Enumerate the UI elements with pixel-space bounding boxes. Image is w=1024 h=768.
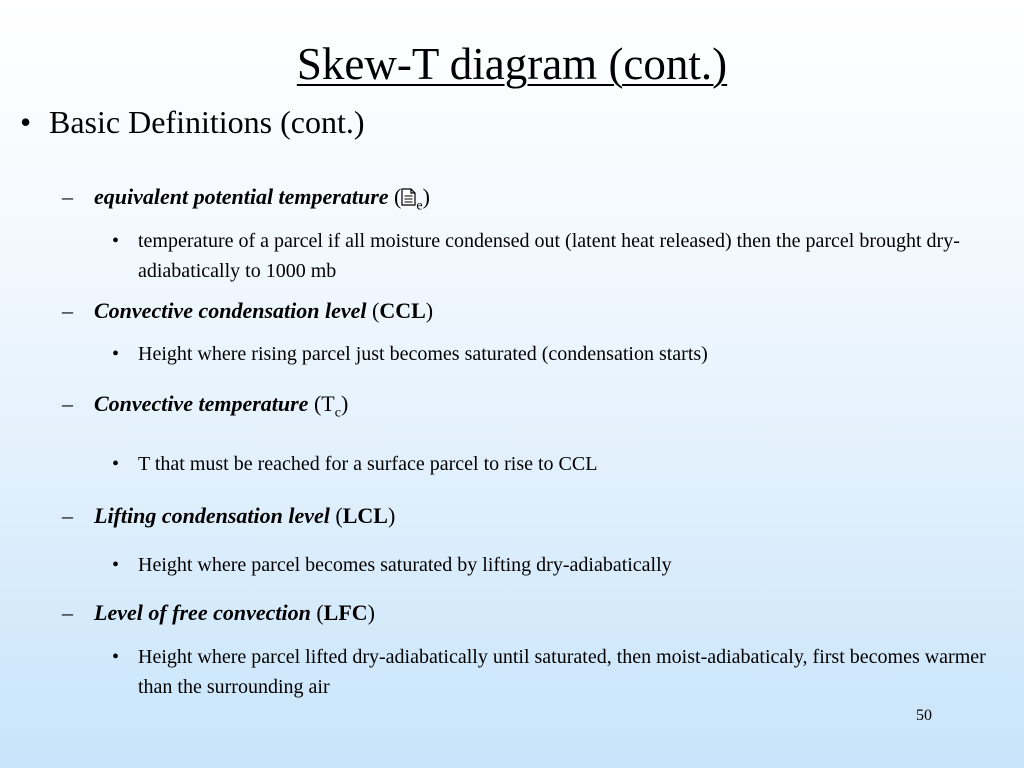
definition-subscript: e [416,198,423,214]
bullet-marker: • [112,343,120,365]
definition-item-lfc [62,600,375,626]
definition-item-ccl [62,298,433,324]
definition-abbreviation: LFC [323,600,368,625]
definition-description-tc [112,449,1002,479]
bullet-marker: • [112,453,120,475]
description-text: temperature of a parcel if all moisture condensed out (latent heat released) then the parcel brought dry-adiabatically to 1000 mb [138,230,960,282]
description-text: T that must be reached for a surface parcel to rise to CCL [138,453,598,475]
definition-term: Convective condensation level [94,298,367,323]
bullet-marker: • [20,104,32,140]
open-paren: ( [394,184,402,209]
definition-item-lcl [62,503,395,529]
open-paren: ( [335,503,343,528]
definition-term: Level of free convection [94,600,311,625]
definition-abbreviation: CCL [379,298,426,323]
definition-description-theta-e [112,226,1002,286]
heading-bullet [20,104,364,141]
close-paren: ) [422,184,430,209]
bullet-marker: • [112,554,120,576]
close-paren: ) [425,298,434,323]
dash-marker: – [62,184,73,209]
dash-marker: – [62,298,73,323]
heading-text: Basic Definitions (cont.) [49,104,365,140]
definition-abbreviation: LCL [342,503,388,528]
dash-marker: – [62,391,73,416]
definition-item-theta-e [62,184,430,214]
description-text: Height where parcel lifted dry-adiabatically until saturated, then moist-adiabaticaly, first becomes warmer than the surrounding air [138,646,986,698]
definition-item-tc [62,391,348,421]
description-text: Height where parcel becomes saturated by lifting dry-adiabatically [138,554,672,576]
definition-term: Lifting condensation level [94,503,330,528]
slide-title: Skew-T diagram (cont.) [296,39,728,89]
open-paren: ( [372,298,380,323]
definition-subscript: c [334,405,341,421]
definition-term: equivalent potential temperature [94,184,389,209]
close-paren: ) [367,600,375,625]
open-paren: ( [316,600,324,625]
definition-symbol: T [321,391,335,416]
document-icon [401,186,416,212]
page-number: 50 [916,707,932,724]
bullet-marker: • [112,230,120,252]
open-paren: ( [313,391,322,416]
close-paren: ) [387,503,396,528]
dash-marker: – [62,503,73,528]
bullet-marker: • [112,646,120,668]
definition-description-lfc [112,642,1002,702]
close-paren: ) [340,391,349,416]
definition-description-lcl [112,550,1002,580]
dash-marker: – [62,600,73,625]
definition-term: Convective temperature [94,391,309,416]
description-text: Height where rising parcel just becomes saturated (condensation starts) [138,343,708,365]
definition-description-ccl [112,339,1002,369]
